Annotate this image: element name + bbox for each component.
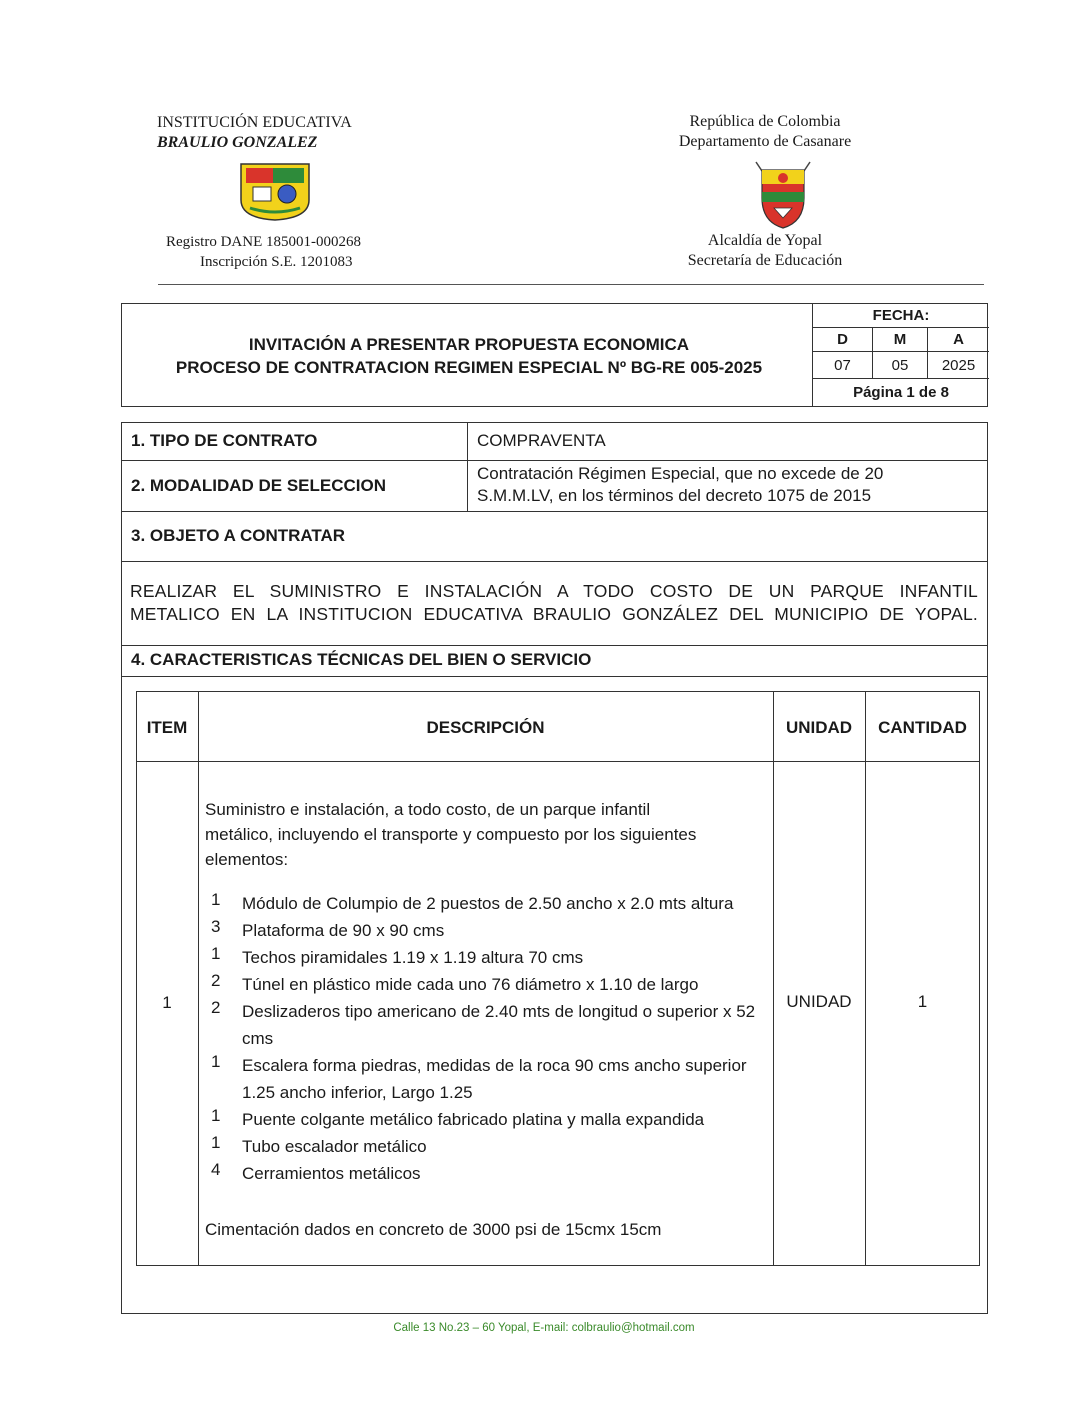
objeto-text	[130, 580, 978, 626]
intro-line3: elementos:	[205, 850, 289, 869]
institution-line2: BRAULIO GONZALEZ	[157, 134, 318, 151]
table-column-divider	[865, 691, 866, 1266]
header-descripcion: DESCRIPCIÓN	[426, 718, 545, 737]
modalidad-label: 2. MODALIDAD DE SELECCION	[131, 476, 387, 495]
month-value: 05	[873, 352, 928, 379]
table-column-divider	[198, 691, 199, 1266]
header-cantidad: CANTIDAD	[878, 718, 967, 737]
row-divider	[121, 645, 988, 646]
element-text: Puente colgante metálico fabricado platina y malla expandida	[242, 1110, 705, 1129]
row-divider	[121, 511, 988, 512]
list-item	[205, 998, 775, 1052]
objeto-label: 3. OBJETO A CONTRATAR	[131, 526, 346, 545]
row-unidad: UNIDAD	[786, 992, 852, 1011]
header-divider	[158, 284, 984, 285]
table-header-divider	[136, 761, 980, 762]
element-text: Deslizaderos tipo americano de 2.40 mts de longitud o superior x 52 cms	[242, 1002, 756, 1048]
day-value: 07	[813, 352, 873, 379]
element-quantity: 4	[211, 1160, 221, 1179]
tipo-contrato-label: 1. TIPO DE CONTRATO	[131, 431, 318, 450]
row-divider	[121, 561, 988, 562]
row-divider	[121, 460, 988, 461]
list-item	[205, 944, 775, 971]
title-line1: INVITACIÓN A PRESENTAR PROPUESTA ECONOMICA	[248, 335, 690, 354]
element-quantity: 1	[211, 890, 221, 909]
list-item	[205, 971, 775, 998]
alcaldia-name: Alcaldía de Yopal	[707, 232, 823, 249]
column-divider	[467, 422, 468, 511]
modalidad-value	[477, 463, 883, 507]
objeto-line2: METALICO EN LA INSTITUCION EDUCATIVA BRAULIO GONZÁLEZ DEL MUNICIPIO DE YOPAL.	[130, 604, 978, 624]
footer-address: Calle 13 No.23 – 60 Yopal, E-mail: colbraulio@hotmail.com	[393, 1322, 695, 1334]
yopal-shield-icon	[754, 158, 812, 230]
list-item	[205, 1052, 775, 1106]
list-item	[205, 1160, 775, 1187]
list-item	[205, 917, 775, 944]
secretaria-header	[660, 231, 870, 271]
element-quantity: 2	[211, 998, 221, 1017]
element-quantity: 1	[211, 944, 221, 963]
modalidad-value-line1: Contratación Régimen Especial, que no excede de 20	[477, 464, 884, 483]
day-label: D	[813, 328, 873, 352]
list-item	[205, 1133, 775, 1160]
element-quantity: 3	[211, 917, 221, 936]
caracteristicas-label: 4. CARACTERISTICAS TÉCNICAS DEL BIEN O SERVICIO	[131, 650, 592, 669]
element-text: Módulo de Columpio de 2 puestos de 2.50 ancho x 2.0 mts altura	[242, 894, 734, 913]
row-item: 1	[162, 993, 172, 1012]
element-text: Escalera forma piedras, medidas de la roca 90 cms ancho superior 1.25 ancho inferior, Largo 1.25	[242, 1056, 747, 1102]
element-text: Plataforma de 90 x 90 cms	[242, 921, 445, 940]
intro-line1: Suministro e instalación, a todo costo, de un parque infantil	[205, 800, 651, 819]
document-title	[124, 333, 814, 379]
intro-line2: metálico, incluyendo el transporte y compuesto por los siguientes	[205, 825, 697, 844]
inscripcion: Inscripción S.E. 1201083	[200, 254, 353, 270]
element-text: Tubo escalador metálico	[242, 1137, 427, 1156]
institution-line1: INSTITUCIÓN EDUCATIVA	[157, 114, 352, 131]
elements-list	[205, 890, 775, 1187]
year-label: A	[928, 328, 989, 352]
date-box	[812, 303, 988, 407]
modalidad-value-line2: S.M.M.LV, en los términos del decreto 1075 de 2015	[477, 486, 872, 505]
list-item	[205, 1106, 775, 1133]
institution-name	[157, 113, 352, 153]
registro-dane: Registro DANE 185001-000268	[166, 234, 361, 250]
institution-registry	[166, 232, 361, 272]
year-value: 2025	[928, 352, 989, 379]
row-divider	[121, 676, 988, 677]
element-text: Techos piramidales 1.19 x 1.19 altura 70 cms	[242, 948, 584, 967]
date-label: FECHA:	[813, 303, 989, 328]
page-number: Página 1 de 8	[853, 384, 949, 401]
list-item	[205, 890, 775, 917]
title-line2: PROCESO DE CONTRATACION REGIMEN ESPECIAL Nº BG-RE 005-2025	[175, 358, 763, 377]
tipo-contrato-value: COMPRAVENTA	[477, 431, 606, 450]
element-text: Túnel en plástico mide cada uno 76 diámetro x 1.10 de largo	[242, 975, 699, 994]
element-quantity: 1	[211, 1133, 221, 1152]
element-quantity: 2	[211, 971, 221, 990]
element-text: Cerramientos metálicos	[242, 1164, 421, 1183]
institution-emblem-icon	[238, 162, 312, 222]
header-item: ITEM	[146, 718, 188, 737]
department-name: Departamento de Casanare	[678, 133, 852, 150]
row-cantidad: 1	[917, 992, 928, 1011]
objeto-line1: REALIZAR EL SUMINISTRO E INSTALACIÓN A TODO COSTO DE UN PARQUE INFANTIL	[130, 581, 978, 601]
secretaria-name: Secretaría de Educación	[687, 252, 843, 269]
cimentacion-text: Cimentación dados en concreto de 3000 psi de 15cmx 15cm	[205, 1220, 662, 1239]
header-unidad: UNIDAD	[785, 718, 853, 737]
month-label: M	[873, 328, 928, 352]
government-header	[660, 112, 870, 152]
description-intro	[205, 797, 765, 872]
element-quantity: 1	[211, 1106, 221, 1125]
element-quantity: 1	[211, 1052, 221, 1071]
republic-name: República de Colombia	[689, 113, 841, 130]
